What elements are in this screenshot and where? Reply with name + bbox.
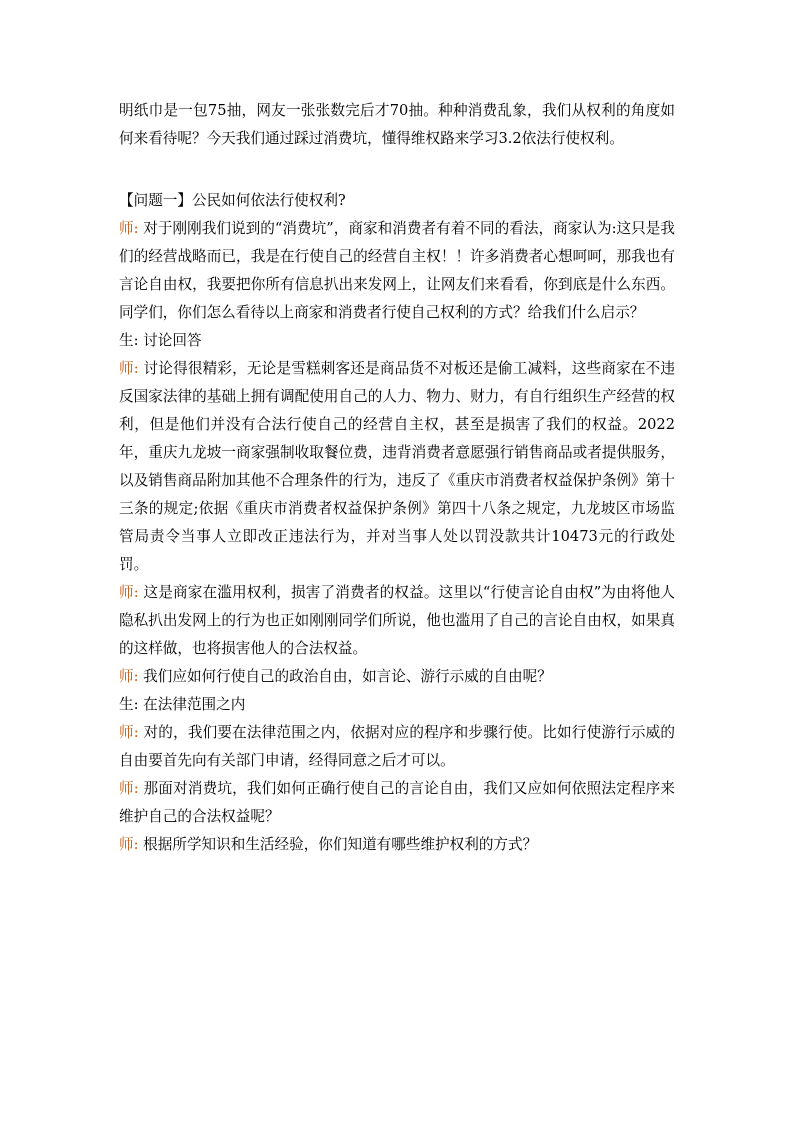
dialogue-text: 讨论得很精彩，无论是雪糕刺客还是商品货不对板还是偷工减料，这些商家在不违反国家法律的基础上拥有调配使用自己的人力、物力、财力，有自行组织生产经营的权利，但是他们并没有合法行使自己的经营自主权，甚至是损害了我们的权益。2022年，重庆九龙坡一商家强制收取餐位费，违背消费者意愿强行销售商品或者提供服务，以及销售商品附加其他不合理条件的行为，违反了《重庆市消费者权益保护条例》第十三条的规定;依据《重庆市消费者权益保护条例》第四十八条之规定，九龙坡区市场监管局责令当事人立即改正违法行为，并对当事人处以罚没款共计10473元的行政处罚。 xyxy=(119,360,675,573)
dialogue-text: 讨论回答 xyxy=(143,332,202,349)
speaker-colon: : xyxy=(133,584,139,601)
speaker-label-teacher: 师 xyxy=(119,780,134,797)
speaker-colon: : xyxy=(133,696,139,713)
section-heading: 【问题一】公民如何依法行使权利? xyxy=(119,192,346,209)
dialogue-line-teacher xyxy=(119,663,675,691)
dialogue-line-teacher xyxy=(119,215,675,327)
dialogue-line-teacher xyxy=(119,719,675,775)
speaker-colon: : xyxy=(133,836,139,853)
speaker-colon: : xyxy=(133,668,139,685)
document-body xyxy=(119,97,675,859)
speaker-label-teacher: 师 xyxy=(119,220,134,237)
dialogue-text: 那面对消费坑，我们如何正确行使自己的言论自由，我们又应如何依照法定程序来维护自己的合法权益呢？ xyxy=(119,780,675,825)
intro-paragraph: 明纸巾是一包75抽，网友一张张数完后才70抽。种种消费乱象，我们从权利的角度如何来看待呢？今天我们通过踩过消费坑，懂得维权路来学习3.2依法行使权利。 xyxy=(119,102,675,147)
speaker-label-teacher: 师 xyxy=(119,360,134,377)
dialogue-text: 对的，我们要在法律范围之内，依据对应的程序和步骤行使。比如行使游行示威的自由要首先向有关部门申请，经得同意之后才可以。 xyxy=(119,724,675,769)
paragraph-spacer xyxy=(119,153,675,187)
speaker-label-teacher: 师 xyxy=(119,724,134,741)
dialogue-line-teacher xyxy=(119,775,675,831)
dialogue-line-teacher xyxy=(119,355,675,579)
speaker-label-student: 生 xyxy=(119,696,134,713)
dialogue-line-teacher xyxy=(119,579,675,663)
dialogue-line-student xyxy=(119,327,675,355)
dialogue-text: 根据所学知识和生活经验，你们知道有哪些维护权利的方式？ xyxy=(143,836,538,853)
dialogue-text: 我们应如何行使自己的政治自由，如言论、游行示威的自由呢？ xyxy=(143,668,552,685)
dialogue-text: 对于刚刚我们说到的“消费坑”，商家和消费者有着不同的看法，商家认为:这只是我们的经营战略而已，我是在行使自己的经营自主权！！许多消费者心想呵呵，那我也有言论自由权，我要把你所有信息扒出来发网上，让网友们来看看，你到底是什么东西。同学们，你们怎么看待以上商家和消费者行使自己权利的方式？给我们什么启示？ xyxy=(119,220,675,321)
speaker-label-teacher: 师 xyxy=(119,668,134,685)
speaker-label-student: 生 xyxy=(119,332,134,349)
dialogue-text: 这是商家在滥用权利，损害了消费者的权益。这里以“行使言论自由权”为由将他人隐私扒出发网上的行为也正如刚刚同学们所说，他也滥用了自己的言论自由权，如果真的这样做，也将损害他人的合法权益。 xyxy=(119,584,675,657)
speaker-colon: : xyxy=(133,724,139,741)
speaker-colon: : xyxy=(133,332,139,349)
dialogue-line-student xyxy=(119,691,675,719)
speaker-label-teacher: 师 xyxy=(119,584,134,601)
speaker-colon: : xyxy=(133,780,139,797)
dialogue-text: 在法律范围之内 xyxy=(143,696,246,713)
speaker-colon: : xyxy=(133,220,139,237)
speaker-colon: : xyxy=(133,360,139,377)
dialogue-line-teacher xyxy=(119,831,675,859)
speaker-label-teacher: 师 xyxy=(119,836,134,853)
